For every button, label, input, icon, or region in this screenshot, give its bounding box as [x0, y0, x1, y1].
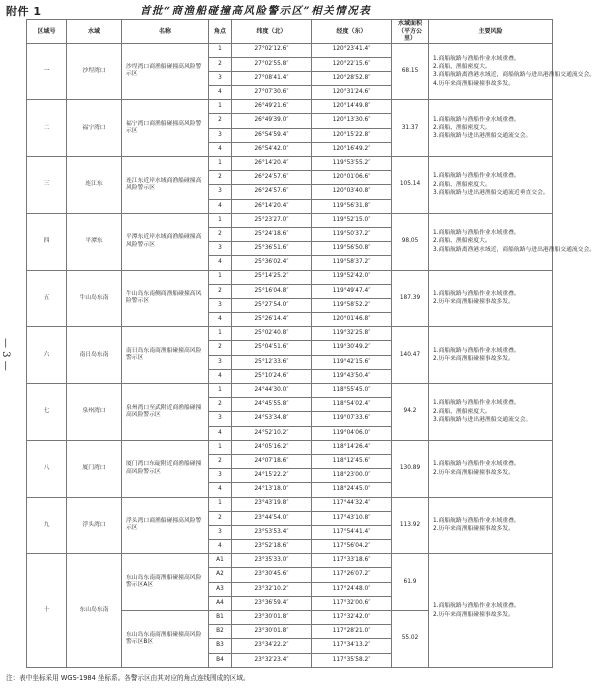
- region-waters: 泉州湾口: [67, 384, 122, 441]
- risk-item: 3.商船航路与进出港渔船交通流近垂直交会。: [433, 190, 549, 197]
- corner-point: 3: [209, 185, 232, 199]
- longitude-cell: 118°14′26.4″: [312, 440, 392, 454]
- latitude-cell: 24°13′18.0″: [232, 483, 312, 497]
- table-row: [27, 327, 553, 341]
- region-waters: 浮头湾口: [67, 497, 122, 554]
- latitude-cell: 24°07′18.6″: [232, 454, 312, 468]
- longitude-cell: 119°58′37.2″: [312, 256, 392, 270]
- area-cell: 130.89: [392, 440, 429, 497]
- longitude-cell: 120°15′22.8″: [312, 128, 392, 142]
- table-row: [27, 100, 553, 114]
- region-waters: 牛山岛东南: [67, 270, 122, 327]
- longitude-cell: 120°01′46.8″: [312, 313, 392, 327]
- corner-point: 3: [209, 71, 232, 85]
- risk-item: 1.商船航路与渔船作业水域重叠。: [433, 290, 520, 297]
- longitude-cell: 119°30′49.2″: [312, 341, 392, 355]
- corner-point: A3: [209, 582, 232, 596]
- longitude-cell: 117°56′04.2″: [312, 540, 392, 554]
- longitude-cell: 117°54′41.4″: [312, 525, 392, 539]
- risk-item: 2.商船、渔船密度大。: [433, 124, 491, 131]
- corner-point: 1: [209, 384, 232, 398]
- corner-point: 1: [209, 43, 232, 57]
- page-number: — 3 —: [0, 338, 11, 371]
- region-waters: 东山岛东南: [67, 554, 122, 668]
- corner-point: 4: [209, 483, 232, 497]
- attachment-label: 附件 1: [6, 5, 42, 18]
- longitude-cell: 117°32′00.6″: [312, 596, 392, 610]
- region-name: 厦门湾口东碇附近商渔船碰撞高风险警示区: [122, 440, 209, 497]
- risk-item: 1.商船航路与渔船作业水域重叠。: [433, 230, 520, 237]
- latitude-cell: 23°53′53.4″: [232, 525, 312, 539]
- risk-cell: [429, 327, 553, 384]
- region-name: 平潭东近岸水域商渔船碰撞高风险警示区: [122, 213, 209, 270]
- longitude-cell: 120°13′30.6″: [312, 114, 392, 128]
- region-name: 连江东近岸水域商渔船碰撞高风险警示区: [122, 157, 209, 214]
- latitude-cell: 26°24′57.6″: [232, 171, 312, 185]
- latitude-cell: 26°14′20.4″: [232, 157, 312, 171]
- risk-item: 3.商船航路与进出港渔船交通流交会。: [433, 417, 532, 424]
- latitude-cell: 23°36′59.4″: [232, 596, 312, 610]
- region-number: 七: [27, 384, 67, 441]
- latitude-cell: 24°44′30.0″: [232, 384, 312, 398]
- region-number: 九: [27, 497, 67, 554]
- risk-item: 1.商船航路与渔船作业水域重叠。: [433, 55, 520, 62]
- longitude-cell: 119°49′47.4″: [312, 284, 392, 298]
- corner-point: A2: [209, 568, 232, 582]
- risk-item: 2.历年来商渔船碰撞事故多发。: [433, 299, 514, 306]
- corner-point: 2: [209, 57, 232, 71]
- latitude-cell: 25°24′18.6″: [232, 227, 312, 241]
- corner-point: 4: [209, 540, 232, 554]
- latitude-cell: 23°44′54.0″: [232, 511, 312, 525]
- region-number: 五: [27, 270, 67, 327]
- area-cell: 113.92: [392, 497, 429, 554]
- region-waters: 厦门湾口: [67, 440, 122, 497]
- corner-point: 3: [209, 298, 232, 312]
- corner-point: 1: [209, 213, 232, 227]
- longitude-cell: 117°28′21.0″: [312, 625, 392, 639]
- corner-point: 1: [209, 100, 232, 114]
- latitude-cell: 26°14′20.4″: [232, 199, 312, 213]
- latitude-cell: 26°49′39.0″: [232, 114, 312, 128]
- corner-point: 4: [209, 369, 232, 383]
- latitude-cell: 23°43′19.8″: [232, 497, 312, 511]
- risk-item: 2.商船、渔船密度大。: [433, 408, 491, 415]
- longitude-cell: 118°23′00.0″: [312, 469, 392, 483]
- corner-point: 2: [209, 511, 232, 525]
- longitude-cell: 118°24′45.0″: [312, 483, 392, 497]
- corner-point: 2: [209, 341, 232, 355]
- area-cell: 55.02: [392, 611, 429, 668]
- risk-item: 2.商船、渔船密度大。: [433, 181, 491, 188]
- table-row: [27, 270, 553, 284]
- latitude-cell: 25°36′02.4″: [232, 256, 312, 270]
- latitude-cell: 23°35′33.0″: [232, 554, 312, 568]
- corner-point: 2: [209, 171, 232, 185]
- table-row: [27, 440, 553, 454]
- longitude-cell: 119°07′33.6″: [312, 412, 392, 426]
- risk-item: 2.历年来商渔船碰撞事故多发。: [433, 611, 514, 618]
- corner-point: 4: [209, 313, 232, 327]
- corner-point: 4: [209, 256, 232, 270]
- longitude-cell: 117°26′07.2″: [312, 568, 392, 582]
- corner-point: 2: [209, 454, 232, 468]
- region-waters: 连江东: [67, 157, 122, 214]
- corner-point: 4: [209, 426, 232, 440]
- header-waters: 水域: [67, 20, 122, 44]
- risk-item: 1.商船航路与渔船作业水域重叠。: [433, 116, 520, 123]
- longitude-cell: 117°44′32.4″: [312, 497, 392, 511]
- region-waters: 南日岛东南: [67, 327, 122, 384]
- latitude-cell: 25°26′14.4″: [232, 313, 312, 327]
- latitude-cell: 26°54′59.4″: [232, 128, 312, 142]
- corner-point: 1: [209, 327, 232, 341]
- corner-point: 3: [209, 412, 232, 426]
- region-number: 三: [27, 157, 67, 214]
- header-latitude: 纬度（北）: [232, 20, 312, 44]
- region-waters: 沙埕湾口: [67, 43, 122, 100]
- longitude-cell: 118°55′45.0″: [312, 384, 392, 398]
- table-row: [27, 43, 553, 57]
- corner-point: 3: [209, 355, 232, 369]
- corner-point: 2: [209, 114, 232, 128]
- latitude-cell: 23°32′23.4″: [232, 653, 312, 667]
- region-name: 沙埕湾口商渔船碰撞高风险警示区: [122, 43, 209, 100]
- corner-point: 3: [209, 469, 232, 483]
- risk-cell: [429, 554, 553, 668]
- corner-point: B2: [209, 625, 232, 639]
- region-number: 十: [27, 554, 67, 668]
- risk-item: 2.历年来商渔船碰撞事故多发。: [433, 356, 514, 363]
- latitude-cell: 24°52′10.2″: [232, 426, 312, 440]
- latitude-cell: 23°32′10.2″: [232, 582, 312, 596]
- region-number: 四: [27, 213, 67, 270]
- corner-point: 2: [209, 398, 232, 412]
- table-row: [27, 213, 553, 227]
- area-cell: 98.05: [392, 213, 429, 270]
- header-name: 名称: [122, 20, 209, 44]
- table-row: [27, 554, 553, 568]
- footnote: 注：表中坐标采用 WGS-1984 坐标系。各警示区由其对应的角点连线围成的区域。: [6, 674, 250, 682]
- longitude-cell: 120°22′15.6″: [312, 57, 392, 71]
- header-region-no: 区域号: [27, 20, 67, 44]
- corner-point: 3: [209, 525, 232, 539]
- latitude-cell: 25°04′51.6″: [232, 341, 312, 355]
- longitude-cell: 119°56′31.8″: [312, 199, 392, 213]
- longitude-cell: 119°56′50.8″: [312, 242, 392, 256]
- risk-cell: [429, 497, 553, 554]
- risk-item: 3.商船航路离渔港水域近，商船航路与进出港渔船交通流交会。: [433, 72, 595, 79]
- latitude-cell: 23°30′01.8″: [232, 611, 312, 625]
- area-cell: 187.39: [392, 270, 429, 327]
- risk-item: 2.商船、渔船密度大。: [433, 63, 491, 70]
- longitude-cell: 119°52′15.0″: [312, 213, 392, 227]
- area-cell: 68.15: [392, 43, 429, 100]
- risk-item: 1.商船航路与渔船作业水域重叠。: [433, 603, 520, 610]
- region-number: 二: [27, 100, 67, 157]
- area-cell: 94.2: [392, 384, 429, 441]
- longitude-cell: 120°16′49.2″: [312, 142, 392, 156]
- longitude-cell: 119°04′06.0″: [312, 426, 392, 440]
- corner-point: 2: [209, 227, 232, 241]
- longitude-cell: 119°52′42.0″: [312, 270, 392, 284]
- risk-item: 1.商船航路与渔船作业水域重叠。: [433, 517, 520, 524]
- corner-point: A4: [209, 596, 232, 610]
- region-waters: 福宁湾口: [67, 100, 122, 157]
- longitude-cell: 118°12′45.6″: [312, 454, 392, 468]
- corner-point: 3: [209, 242, 232, 256]
- corner-point: 4: [209, 86, 232, 100]
- latitude-cell: 27°07′30.6″: [232, 86, 312, 100]
- region-name: 东山岛东南商渔船碰撞高风险警示区A区: [122, 554, 209, 611]
- risk-cell: [429, 384, 553, 441]
- latitude-cell: 24°15′22.2″: [232, 469, 312, 483]
- corner-point: 1: [209, 157, 232, 171]
- document-title: 首批“商渔船碰撞高风险警示区”相关情况表: [140, 5, 372, 17]
- region-number: 八: [27, 440, 67, 497]
- longitude-cell: 119°50′37.2″: [312, 227, 392, 241]
- corner-point: B4: [209, 653, 232, 667]
- area-cell: 61.9: [392, 554, 429, 611]
- table-row: [27, 497, 553, 511]
- longitude-cell: 120°31′24.6″: [312, 86, 392, 100]
- region-number: 一: [27, 43, 67, 100]
- latitude-cell: 25°36′51.6″: [232, 242, 312, 256]
- corner-point: 2: [209, 284, 232, 298]
- longitude-cell: 117°33′18.6″: [312, 554, 392, 568]
- latitude-cell: 23°30′01.8″: [232, 625, 312, 639]
- header-area: 水域面积（平方公里）: [392, 20, 429, 44]
- area-cell: 105.14: [392, 157, 429, 214]
- longitude-cell: 119°32′25.8″: [312, 327, 392, 341]
- latitude-cell: 26°24′57.6″: [232, 185, 312, 199]
- longitude-cell: 119°58′52.2″: [312, 298, 392, 312]
- latitude-cell: 25°14′25.2″: [232, 270, 312, 284]
- longitude-cell: 120°03′40.8″: [312, 185, 392, 199]
- region-waters: 平潭东: [67, 213, 122, 270]
- risk-item: 4.历年来商渔船碰撞事故多发。: [433, 80, 514, 87]
- area-cell: 140.47: [392, 327, 429, 384]
- table-body: [27, 43, 595, 668]
- risk-item: 3.商船航路离渔港水域近，商船航路与进出港渔船交通流交会。: [433, 246, 595, 253]
- latitude-cell: 23°30′45.6″: [232, 568, 312, 582]
- latitude-cell: 24°05′16.2″: [232, 440, 312, 454]
- region-name: 牛山岛东南侧商渔船碰撞高风险警示区: [122, 270, 209, 327]
- area-cell: 31.37: [392, 100, 429, 157]
- region-name: 浮头湾口商渔船碰撞高风险警示区: [122, 497, 209, 554]
- corner-point: A1: [209, 554, 232, 568]
- longitude-cell: 119°53′55.2″: [312, 157, 392, 171]
- region-name: 福宁湾口商渔船碰撞高风险警示区: [122, 100, 209, 157]
- longitude-cell: 120°23′41.4″: [312, 43, 392, 57]
- header-main-risk: 主要风险: [429, 20, 553, 44]
- table-row: [27, 157, 553, 171]
- longitude-cell: 117°34′13.2″: [312, 639, 392, 653]
- risk-item: 2.历年来商渔船碰撞事故多发。: [433, 526, 514, 533]
- risk-cell: [429, 440, 553, 497]
- risk-cell: [429, 157, 553, 214]
- region-name: 南日岛东南商渔船碰撞高风险警示区: [122, 327, 209, 384]
- risk-item: 2.历年来商渔船碰撞事故多发。: [433, 469, 514, 476]
- header-row: [27, 20, 553, 44]
- latitude-cell: 26°49′21.6″: [232, 100, 312, 114]
- corner-point: 4: [209, 199, 232, 213]
- warning-zones-table: [26, 19, 595, 668]
- latitude-cell: 25°10′24.6″: [232, 369, 312, 383]
- risk-cell: [429, 270, 553, 327]
- latitude-cell: 26°54′42.0″: [232, 142, 312, 156]
- risk-item: 1.商船航路与渔船作业水域重叠。: [433, 347, 520, 354]
- longitude-cell: 119°43′50.4″: [312, 369, 392, 383]
- longitude-cell: 117°24′48.0″: [312, 582, 392, 596]
- latitude-cell: 27°02′12.6″: [232, 43, 312, 57]
- latitude-cell: 25°27′54.0″: [232, 298, 312, 312]
- risk-item: 2.商船、渔船密度大。: [433, 238, 491, 245]
- latitude-cell: 23°34′22.2″: [232, 639, 312, 653]
- latitude-cell: 27°08′41.4″: [232, 71, 312, 85]
- corner-point: 1: [209, 270, 232, 284]
- corner-point: 1: [209, 440, 232, 454]
- region-number: 六: [27, 327, 67, 384]
- latitude-cell: 24°53′34.8″: [232, 412, 312, 426]
- risk-item: 3.商船航路与进出港渔船交通流交会。: [433, 133, 532, 140]
- corner-point: 3: [209, 128, 232, 142]
- longitude-cell: 117°32′42.0″: [312, 611, 392, 625]
- latitude-cell: 25°02′40.8″: [232, 327, 312, 341]
- latitude-cell: 25°23′27.0″: [232, 213, 312, 227]
- risk-item: 1.商船航路与渔船作业水域重叠。: [433, 461, 520, 468]
- region-name: 东山岛东南商渔船碰撞高风险警示区B区: [122, 611, 209, 668]
- longitude-cell: 117°43′10.8″: [312, 511, 392, 525]
- longitude-cell: 118°54′02.4″: [312, 398, 392, 412]
- header-point: 角点: [209, 20, 232, 44]
- corner-point: 1: [209, 497, 232, 511]
- latitude-cell: 23°52′18.6″: [232, 540, 312, 554]
- longitude-cell: 120°14′49.8″: [312, 100, 392, 114]
- corner-point: 4: [209, 142, 232, 156]
- latitude-cell: 25°16′04.8″: [232, 284, 312, 298]
- latitude-cell: 27°02′55.8″: [232, 57, 312, 71]
- risk-cell: [429, 43, 595, 100]
- risk-item: 1.商船航路与渔船作业水域重叠。: [433, 400, 520, 407]
- longitude-cell: 120°28′52.8″: [312, 71, 392, 85]
- risk-cell: [429, 213, 595, 270]
- header-longitude: 经度（东）: [312, 20, 392, 44]
- longitude-cell: 120°01′06.6″: [312, 171, 392, 185]
- corner-point: B3: [209, 639, 232, 653]
- risk-item: 1.商船航路与渔船作业水域重叠。: [433, 173, 520, 180]
- table-row: [27, 384, 553, 398]
- region-name: 泉州湾口至武附近商渔船碰撞高风险警示区: [122, 384, 209, 441]
- risk-cell: [429, 100, 553, 157]
- corner-point: B1: [209, 611, 232, 625]
- latitude-cell: 24°45′55.8″: [232, 398, 312, 412]
- longitude-cell: 119°42′15.6″: [312, 355, 392, 369]
- latitude-cell: 25°12′33.6″: [232, 355, 312, 369]
- longitude-cell: 117°35′58.2″: [312, 653, 392, 667]
